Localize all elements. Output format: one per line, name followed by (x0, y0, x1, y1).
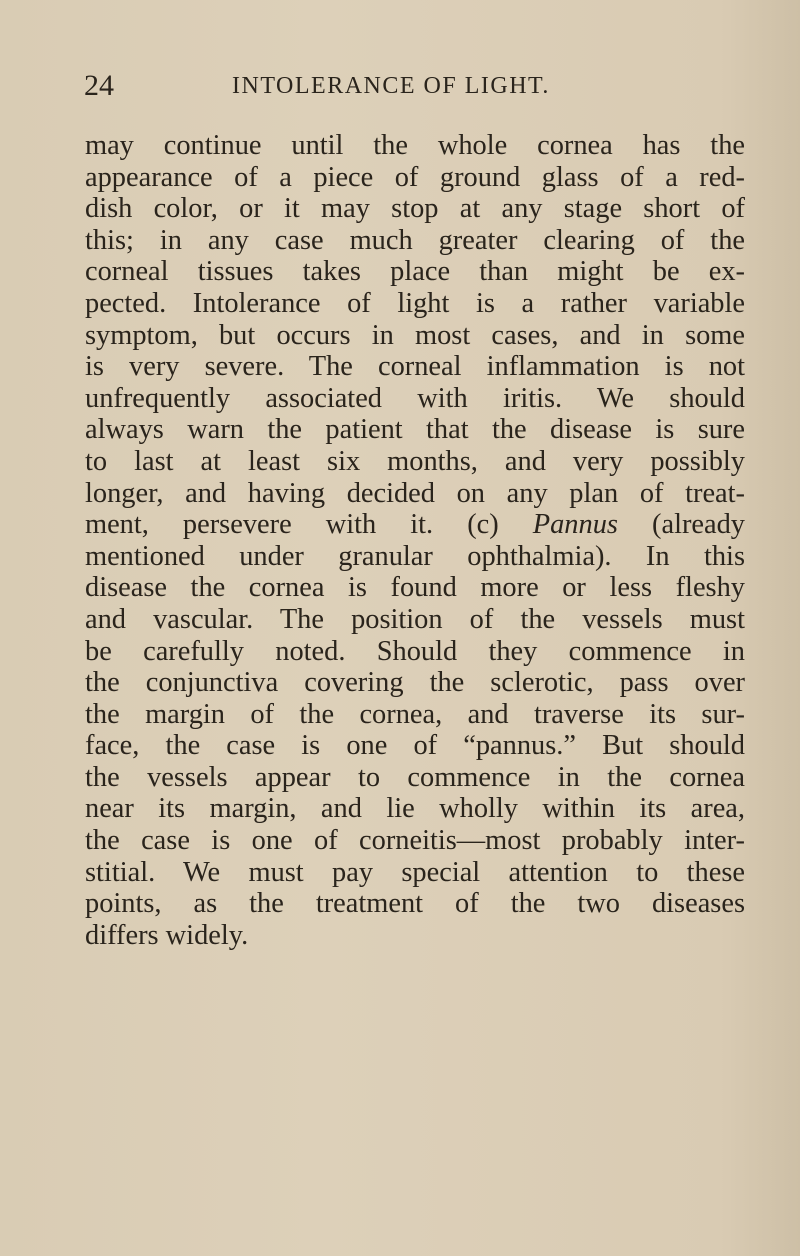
text-line-last: differs widely. (85, 919, 249, 951)
page-header (84, 66, 744, 106)
text-line: mentioned under granular ophthalmia). In this (85, 540, 745, 572)
running-head: INTOLERANCE OF LIGHT. (232, 73, 550, 99)
text-line: symptom, but occurs in most cases, and in some (85, 319, 745, 351)
page-number: 24 (84, 69, 114, 102)
text-line-with-italic (85, 509, 745, 541)
body-text (85, 130, 745, 951)
text-line: the vessels appear to commence in the cornea (85, 761, 745, 793)
text-line: appearance of a piece of ground glass of a red- (85, 161, 745, 193)
text-line: always warn the patient that the disease is sure (85, 414, 745, 446)
text-line: is very severe. The corneal inflammation is not (85, 351, 745, 383)
text-line: near its margin, and lie wholly within its area, (85, 793, 745, 825)
line-text-before: ment, persevere with it. (c) (85, 509, 533, 541)
text-line: dish color, or it may stop at any stage short of (85, 193, 745, 225)
text-line: corneal tissues takes place than might be ex- (85, 256, 745, 288)
line-text-after: (already (617, 509, 745, 541)
text-line: stitial. We must pay special attention to these (85, 856, 745, 888)
text-line: be carefully noted. Should they commence in (85, 635, 745, 667)
text-line: disease the cornea is found more or less fleshy (85, 572, 745, 604)
text-line: longer, and having decided on any plan of treat- (85, 477, 745, 509)
text-line: to last at least six months, and very possibly (85, 445, 745, 477)
text-line: the margin of the cornea, and traverse its sur- (85, 698, 745, 730)
text-line: may continue until the whole cornea has the (85, 130, 745, 161)
text-line: the conjunctiva covering the sclerotic, pass over (85, 667, 745, 699)
text-line: unfrequently associated with iritis. We should (85, 382, 745, 414)
text-line: points, as the treatment of the two diseases (85, 888, 745, 920)
text-line: the case is one of corneitis—most probably inter- (85, 825, 745, 857)
italic-term-pannus: Pannus (532, 509, 618, 541)
text-line: and vascular. The position of the vessels must (85, 603, 745, 635)
text-line: pected. Intolerance of light is a rather variable (85, 287, 745, 319)
text-line: this; in any case much greater clearing of the (85, 224, 745, 256)
text-line: face, the case is one of “pannus.” But should (85, 730, 745, 762)
